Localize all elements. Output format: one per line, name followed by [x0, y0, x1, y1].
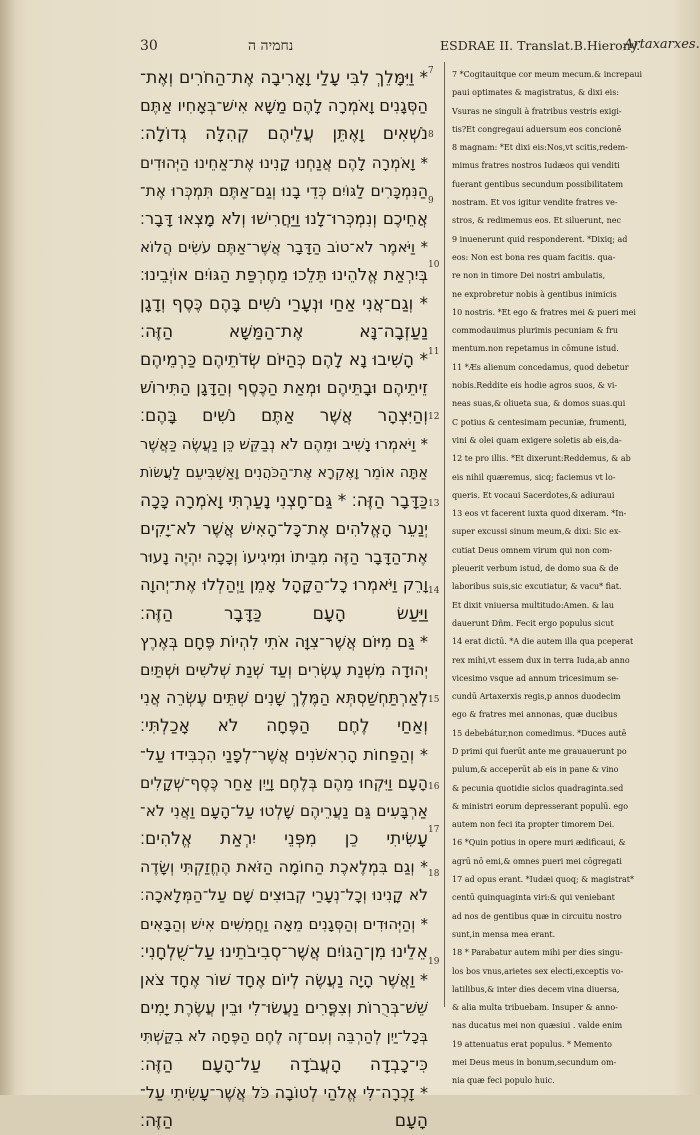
hebrew-text-column	[140, 64, 428, 1135]
verse-number: 18	[428, 868, 440, 879]
verse-number: 7	[428, 65, 434, 76]
hebrew-line: הָעָם הַזֶּה׃	[140, 1110, 428, 1131]
hebrew-line: אַרְבָּעִים גַּם נַעֲרֵיהֶם שָׁלְטוּ עַל־הָעָם וַאֲנִי לֹא־	[140, 801, 428, 820]
hebrew-line: * וְהַיְּהוּדִים וְהַסְּגָנִים מֵאָה וַחֲמִשִּׁים אִישׁ וְהַבָּאִים	[140, 914, 428, 933]
latin-line: mei Deus meus in bonum,secundum om-	[452, 1058, 617, 1068]
hebrew-line: * וְגַם בִּמְלֶאכֶת הַחוֹמָה הַזֹּאת הֶחֱזַקְתִּי וְשָׂדֶה	[140, 857, 428, 877]
hebrew-line: * הָשִׁיבוּ נָא לָהֶם כְּהַיּוֹם שְׂדֹתֵיהֶם כַּרְמֵיהֶם	[140, 349, 428, 370]
binding-gutter	[0, 0, 14, 1095]
latin-line: & alia multa tribuebam. Insuper & anno-	[452, 1003, 618, 1013]
latin-line: vicesimo vsque ad annum tricesimum se-	[452, 673, 619, 683]
latin-line: nas ducatus mei non quæsiui . valde enim	[452, 1021, 623, 1031]
verse-number: 9	[428, 196, 434, 207]
latin-line: 15 debebátur,non comedimus. *Duces autē	[452, 728, 627, 738]
latin-line: laboribus suis,sic excutiatur, & vacu* fiat.	[452, 582, 622, 592]
hebrew-line: * וַיִּמָּלֵךְ לִבִּי עָלַי וָאָרִיבָה אֶת־הַחֹרִים וְאֶת־	[140, 68, 428, 88]
page-number: 30	[140, 38, 158, 54]
latin-line: eis nihil quæremus, sicq; faciemus vt lo-	[452, 472, 616, 482]
latin-running-title	[440, 37, 700, 53]
latin-line: D primi qui fuerūt ante me grauauerunt po	[452, 746, 627, 756]
verse-number: 11	[428, 347, 440, 358]
hebrew-line: לְאַרְתַּחְשַׁסְתְּא הַמֶּלֶךְ שָׁנִים שְׁתֵּים עֶשְׂרֵה אֲנִי	[140, 688, 428, 708]
latin-line: 19 attenuatus erat populus. * Memento	[452, 1039, 612, 1049]
latin-line: ne exprobretur nobis à gentibus inimicis	[452, 289, 617, 299]
hebrew-line: אֶת־הַדָּבָר הַזֶּה מִבֵּיתוֹ וּמִיגִיעוֹ וְכָכָה יִהְיֶה נָעוּר	[139, 547, 428, 567]
hebrew-line: עָשִׂיתִי כֵן מִפְּנֵי יִרְאַת אֱלֹהִים׃	[140, 829, 428, 850]
latin-line: nia quæ feci populo huic.	[452, 1076, 555, 1086]
latin-line: dauerunt Dñm. Fecit ergo populus sicut	[452, 618, 614, 628]
latin-line: vini & olei quam exigere soletis ab eis,da-	[452, 435, 622, 445]
hebrew-line: * וַיֹּאמֶר לֹא־טוֹב הַדָּבָר אֲשֶׁר־אַתֶּם עֹשִׂים הֲלוֹא	[140, 238, 428, 257]
latin-line: tis?Et congregaui aduersum eos concionē	[452, 124, 622, 134]
hebrew-line: וְהַיִּצְהָר אֲשֶׁר אַתֶּם נֹשִׁים בָּהֶם׃	[140, 406, 428, 427]
verse-number: 17	[428, 824, 440, 835]
page-header	[0, 38, 700, 60]
hebrew-line: יְהוּדָה מִשְּׁנַת עֶשְׂרִים וְעַד שְׁנַת שְׁלֹשִׁים וּשְׁתַּיִם	[140, 659, 428, 679]
hebrew-line: וַיַּעַשׂ הָעָם כַּדָּבָר הַזֶּה׃	[140, 603, 428, 624]
latin-line: pleuerit verbum istud, de domo sua & de	[452, 564, 619, 574]
hebrew-line: אַתָּה אוֹמֵר וָאֶקְרָא אֶת־הַכֹּהֲנִים וָאַשְׁבִּיעֵם לַעֲשׂוֹת	[140, 464, 428, 481]
hebrew-line: זֵיתֵיהֶם וּבָתֵּיהֶם וּמְאַת הַכֶּסֶף וְהַדָּגָן הַתִּירוֹשׁ	[140, 378, 428, 398]
hebrew-line: אֵלֵינוּ מִן־הַגּוֹיִם אֲשֶׁר־סְבִיבֹתֵינוּ עַל־שֻׁלְחָנִי׃	[140, 941, 428, 962]
latin-line: cutiat Deus omnem virum qui non com-	[452, 545, 613, 555]
verse-number: 12	[428, 412, 440, 423]
hebrew-line: * וָאֹמְרָה לָהֶם אֲנַחְנוּ קָנִינוּ אֶת־אַחֵינוּ הַיְּהוּדִים	[140, 153, 428, 172]
latin-line: ego & fratres mei annonas, quæ ducibus	[452, 710, 618, 720]
hebrew-line: לֹא קָנִינוּ וְכָל־נְעָרַי קְבוּצִים שָׁם עַל־הַמְּלָאכָה׃	[140, 886, 428, 905]
latin-line: 12 te pro illis. *Et dixerunt:Reddemus, & ab	[452, 454, 631, 464]
hebrew-line: אֲחֵיכֶם וְנִמְכְּרוּ־לָנוּ וַיַּחֲרִישׁוּ וְלֹא מָצְאוּ דָּבָר׃	[140, 208, 428, 228]
hebrew-line: * וַיֹּאמְרוּ נָשִׁיב וּמֵהֶם לֹא נְבַקֵּשׁ כֵּן נַעֲשֶׂה כַּאֲשֶׁר	[139, 435, 428, 454]
hebrew-line: נֹשְׁאִים וָאֶתֵּן עֲלֵיהֶם קְהִלָּה גְדוֹלָה׃	[140, 124, 428, 145]
latin-line: sunt,in mensa mea erant.	[452, 929, 556, 939]
latin-line: centū quinquaginta viri:& qui veniebant	[452, 893, 615, 903]
latin-line: stros, & redimemus eos. Et siluerunt, nec	[452, 216, 622, 226]
verse-number: 14	[428, 586, 440, 597]
hebrew-line: שֵׁשׁ־בְּרֻרוֹת וְצִפֳּרִים נַעֲשׂוּ־לִי וּבֵין עֲשֶׂרֶת יָמִים	[140, 998, 428, 1018]
latin-line: & ministri eorum depresserant populū. ego	[452, 801, 629, 811]
hebrew-line: הָעָם וַיִּקְחוּ מֵהֶם בְּלֶחֶם וָיַיִן אַחַר כֶּסֶף־שְׁקָלִים	[140, 773, 428, 792]
latin-line: 11 *Æs alienum concedamus, quod debetur	[452, 362, 629, 372]
latin-line: 17 ad opus erant. *Iudæi quoq; & magistrat*	[452, 875, 635, 885]
latin-line: 8 magnam: *Et dixi eis:Nos,vt scitis,redem-	[452, 143, 628, 153]
hebrew-line: * וְגַם־אֲנִי אַחַי וּנְעָרַי נֹשִׁים בָּהֶם כֶּסֶף וְדָגָן	[140, 293, 428, 314]
latin-line: 13 eos vt facerent iuxta quod dixeram. *In-	[452, 509, 627, 519]
column-divider	[444, 62, 445, 1007]
latin-line: mimus fratres nostros Iudæos qui venditi	[452, 161, 620, 171]
latin-line: commodauimus plurimis pecuniam & fru	[452, 326, 618, 336]
latin-line: 16 *Quin potius in opere muri ædificaui, &	[452, 838, 626, 848]
verse-number: 16	[428, 781, 440, 792]
latin-line: 14 erat dictū. *A die autem illa qua pceperat	[452, 637, 634, 647]
verse-number: 13	[428, 499, 440, 510]
hebrew-line: וָרֵק וַיֹּאמְרוּ כָל־הַקָּהָל אָמֵן וַיְהַלְלוּ אֶת־יְהוָה	[140, 575, 428, 595]
latin-line: los bos vnus,arietes sex electi,exceptis vo-	[452, 966, 624, 976]
latin-line: queris. Et vocaui Sacerdotes,& adiuraui	[452, 490, 615, 500]
hebrew-line: * וַאֲשֶׁר הָיָה נַעֲשֶׂה לְיוֹם אֶחָד שׁוֹר אֶחָד צֹאן	[139, 970, 428, 989]
latin-text-column	[452, 66, 692, 1091]
latin-line: & pecunia quotidie siclos quadraginta.sed	[452, 783, 624, 793]
verse-number: 15	[428, 695, 440, 706]
verse-number: 8	[428, 130, 434, 141]
latin-line: super excussi sinum meum,& dixi: Sic ex-	[452, 527, 621, 537]
latin-line: Et dixit vniuersa multitudo:Amen. & lau	[452, 600, 615, 610]
latin-line: 7 *Cogitauitque cor meum mecum.& increpaui	[452, 70, 643, 79]
latin-line: eos: Non est bona res quam facitis. qua-	[452, 252, 616, 262]
verse-number: 10	[428, 260, 440, 271]
latin-line: latilibus,& inter dies decem vina diuersa,	[452, 984, 620, 994]
latin-line: agrū nō emi,& omnes pueri mei cōgregati	[452, 856, 622, 866]
hebrew-running-title: נחמיה ה	[248, 38, 294, 54]
latin-line: nostram. Et vos igitur vendite fratres ve-	[452, 198, 618, 208]
hebrew-line: הַנִּמְכָּרִים לַגּוֹיִם כְּדֵי בָנוּ וְגַם־אַתֶּם תִּמְכְּרוּ אֶת־	[140, 181, 428, 200]
latin-line: 18 * Parabatur autem mihi per dies singu-	[452, 948, 623, 958]
latin-line: neas suas,& oliueta sua, & domos suas.qui	[452, 399, 626, 409]
hebrew-line: יְנַעֵר הָאֱלֹהִים אֶת־כָּל־הָאִישׁ אֲשֶׁר לֹא־יָקִים	[140, 519, 428, 538]
hebrew-line: נַעַזְבָה־נָּא אֶת־הַמַּשָּׁא הַזֶּה׃	[140, 321, 428, 342]
latin-line: 10 nostris. *Et ego & fratres mei & pueri mei	[452, 307, 636, 317]
hebrew-line: כַּדָּבָר הַזֶּה׃ * גַּם־חָצְנִי נָעַרְתִּי וָאֹמְרָה כָּכָה	[140, 490, 428, 511]
latin-right-title: Artaxarxes.	[624, 37, 700, 52]
latin-line: autem non feci ita propter timorem Dei.	[452, 820, 615, 830]
latin-line: nobis.Reddite eis hodie agros suos, & vi-	[452, 381, 618, 391]
verse-number: 19	[428, 957, 440, 968]
latin-line: rex mihi,vt essem dux in terra Iuda,ab anno	[452, 655, 630, 665]
hebrew-line: בְּכָל־יַיִן לְהַרְבֵּה וְעִם־זֶה לֶחֶם הַפֶּחָה לֹא בִקַּשְׁתִּי	[140, 1027, 428, 1046]
latin-line: fuerant gentibus secundum possibilitatem	[452, 179, 624, 189]
hebrew-line: כִּי־כָבְדָה הָעֲבֹדָה עַל־הָעָם הַזֶּה׃	[140, 1054, 428, 1075]
latin-line: re non in timore Dei nostri ambulatis,	[452, 271, 606, 281]
hebrew-line: וְאַחַי לֶחֶם הַפֶּחָה לֹא אָכַלְתִּי׃	[140, 716, 428, 737]
latin-line: 9 inuenerunt quid responderent. *Dixiq; ad	[452, 234, 628, 244]
latin-line: mentum.non repetamus in cōmune istud.	[452, 344, 619, 354]
latin-line: cundū Artaxerxis regis,p annos duodecim	[452, 692, 621, 702]
latin-line: C potius & centesimam pecuniæ, frumenti,	[452, 417, 627, 427]
latin-running-title-text: ESDRAE II. Translat.B.Hierony.	[440, 38, 641, 53]
latin-line: paui optimates & magistratus, & dixi eis:	[452, 88, 620, 98]
hebrew-line: * וְהַפַּחוֹת הָרִאשֹׁנִים אֲשֶׁר־לְפָנַי הִכְבִּידוּ עַל־	[140, 744, 428, 764]
hebrew-line: * גַּם מִיּוֹם אֲשֶׁר־צִוָּה אֹתִי לִהְיוֹת פֶּחָם בְּאֶרֶץ	[140, 631, 428, 651]
hebrew-line: * זָכְרָה־לִּי אֱלֹהַי לְטוֹבָה כֹּל אֲשֶׁר־עָשִׂיתִי עַל־	[140, 1082, 428, 1102]
latin-line: pulum,& acceperūt ab eis in pane & vino	[452, 765, 619, 775]
hebrew-line: בְּיִרְאַת אֱלֹהֵינוּ תֵּלֵכוּ מֵחֶרְפַּת הַגּוֹיִם אוֹיְבֵינוּ׃	[140, 265, 428, 285]
latin-line: ad nos de gentibus quæ in circuitu nostro	[452, 911, 622, 921]
latin-line: Vsuras ne singuli à fratribus vestris exigi-	[452, 106, 622, 116]
hebrew-line: הַסְּגָנִים וָאֹמְרָה לָהֶם מַשָּׁא אִישׁ־בְּאָחִיו אַתֶּם	[140, 96, 428, 116]
